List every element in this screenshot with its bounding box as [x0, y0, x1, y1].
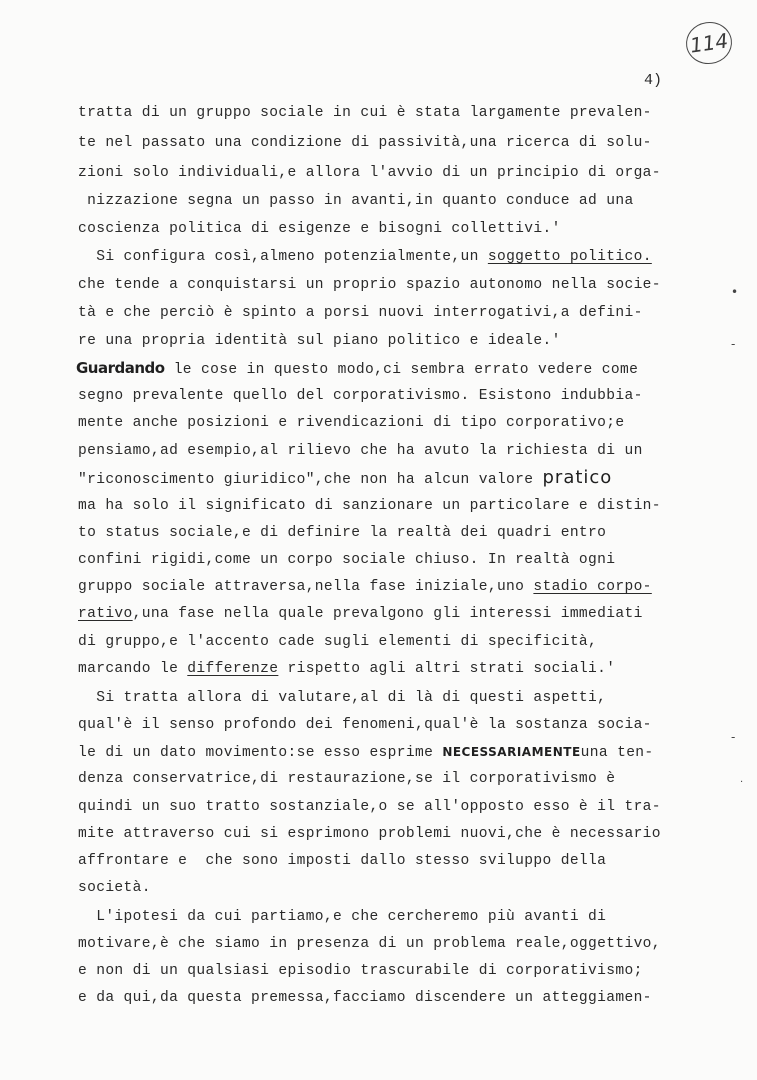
text-line: affrontare e che sono imposti dallo stesso sviluppo della: [78, 853, 607, 869]
text-segment: marcando le: [78, 661, 188, 677]
text-line: quindi un suo tratto sostanziale,o se all'opposto esso è il tra-: [78, 799, 661, 815]
text-line: che tende a conquistarsi un proprio spazio autonomo nella socie-: [78, 277, 661, 293]
text-line: L'ipotesi da cui partiamo,e che cercheremo più avanti di: [78, 909, 607, 925]
handwritten-insertion: Guardando: [76, 359, 165, 377]
text-line: tratta di un gruppo sociale in cui è stata largamente prevalen-: [78, 105, 652, 121]
text-segment: le cose in questo modo,ci sembra errato vedere come: [164, 362, 639, 378]
text-line: tà e che perciò è spinto a porsi nuovi interrogativi,a defini-: [78, 305, 643, 321]
text-line: zioni solo individuali,e allora l'avvio di un principio di orga-: [78, 165, 661, 181]
text-line: denza conservatrice,di restaurazione,se il corporativismo è: [78, 771, 616, 787]
text-line: mente anche posizioni e rivendicazioni di tipo corporativo;e: [78, 415, 625, 431]
text-line: e da qui,da questa premessa,facciamo discendere un atteggiamen-: [78, 990, 652, 1006]
margin-dash: -: [731, 730, 736, 744]
margin-dash: -: [731, 337, 736, 351]
text-line: coscienza politica di esigenze e bisogni collettivi.': [78, 221, 561, 237]
text-segment: "riconoscimento giuridico",che non ha alcun valore: [78, 472, 543, 488]
text-line: pensiamo,ad esempio,al rilievo che ha avuto la richiesta di un: [78, 443, 643, 459]
text-line: [78, 660, 615, 678]
text-line: Si tratta allora di valutare,al di là di questi aspetti,: [78, 690, 607, 706]
text-line: società.: [78, 880, 151, 896]
text-line: nizzazione segna un passo in avanti,in quanto conduce ad una: [78, 193, 634, 209]
text-segment: rispetto agli altri strati sociali.': [278, 661, 616, 677]
handwritten-page-stamp: 114: [683, 19, 734, 67]
text-segment: gruppo sociale attraversa,nella fase iniziale,uno: [78, 579, 534, 595]
text-line: ma ha solo il significato di sanzionare un particolare e distin-: [78, 498, 661, 514]
handwritten-insertion: pratico: [542, 467, 613, 488]
text-line: [78, 743, 654, 762]
margin-dot: •: [731, 285, 739, 299]
underlined-phrase: soggetto politico.: [487, 249, 652, 265]
text-line: segno prevalente quello del corporativismo. Esistono indubbia-: [78, 388, 643, 404]
text-line: re una propria identità sul piano politico e ideale.': [78, 333, 561, 349]
text-line: to status sociale,e di definire la realtà dei quadri entro: [78, 525, 607, 541]
text-segment: Si configura così,almeno potenzialmente,un: [78, 249, 488, 265]
underlined-phrase: differenze: [187, 661, 279, 677]
text-segment: una ten-: [580, 745, 654, 761]
text-line: qual'è il senso profondo dei fenomeni,qual'è la sostanza socia-: [78, 717, 652, 733]
text-line: motivare,è che siamo in presenza di un problema reale,oggettivo,: [78, 936, 661, 952]
text-line: mite attraverso cui si esprimono problemi nuovi,che è necessario: [78, 826, 661, 842]
text-segment: ,una fase nella quale prevalgono gli interessi immediati: [132, 606, 643, 622]
text-line: [78, 469, 612, 489]
text-line: te nel passato una condizione di passività,una ricerca di solu-: [78, 135, 652, 151]
text-line: [78, 605, 643, 623]
text-line: [78, 578, 652, 596]
underlined-phrase: rativo: [78, 606, 133, 622]
text-line: e non di un qualsiasi episodio trascurabile di corporativismo;: [78, 963, 643, 979]
margin-dot: ·: [740, 777, 744, 788]
text-segment: le di un dato movimento:se esso esprime: [78, 745, 443, 761]
page-number: 4): [644, 72, 663, 89]
text-line: [76, 359, 638, 379]
handwritten-insertion: NECESSARIAMENTE: [442, 745, 581, 759]
underlined-phrase: stadio corpo-: [533, 579, 652, 595]
text-line: confini rigidi,come un corpo sociale chiuso. In realtà ogni: [78, 552, 616, 568]
text-line: di gruppo,e l'accento cade sugli elementi di specificità,: [78, 634, 598, 650]
text-line: [78, 248, 652, 266]
